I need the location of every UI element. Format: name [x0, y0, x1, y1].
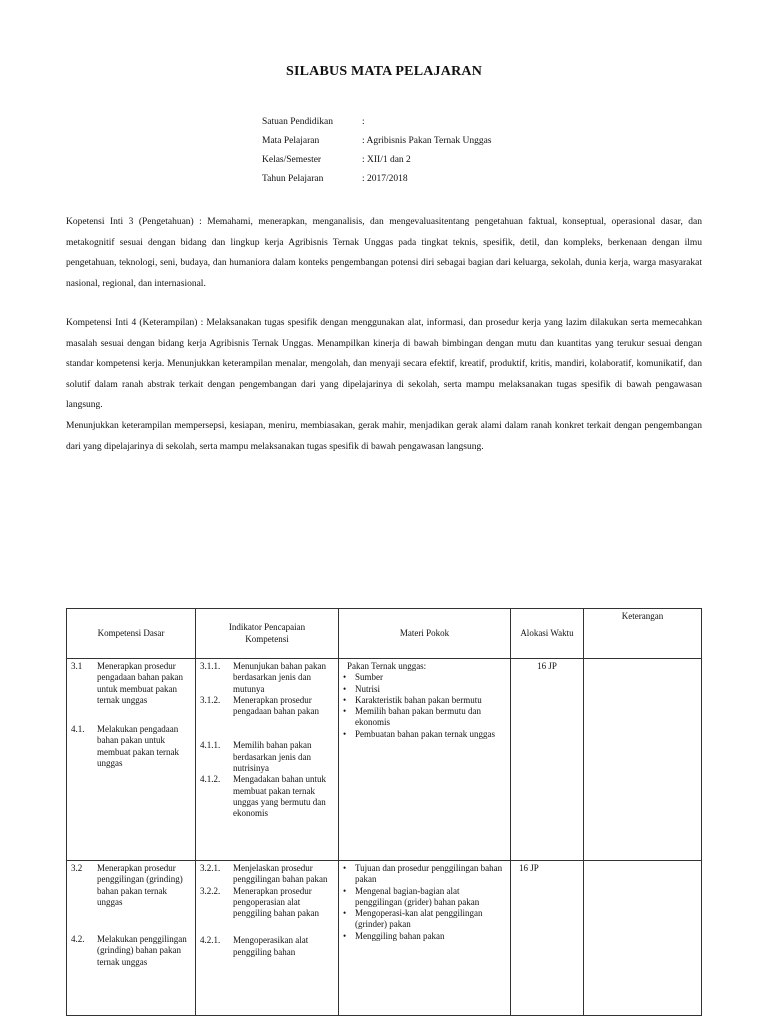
list-item: • Tujuan dan prosedur penggilingan bahan pakan — [343, 863, 503, 885]
materi-cell — [339, 659, 511, 861]
ki4-paragraph — [66, 313, 702, 457]
list-item: • Sumber — [343, 672, 383, 683]
table-row — [67, 861, 702, 1016]
indikator-item — [200, 863, 334, 886]
header-alokasi-waktu: Alokasi Waktu — [511, 609, 584, 659]
kd-number: 4.1. — [71, 724, 85, 735]
indikator-number: 3.1.2. — [200, 694, 221, 705]
indikator-number: 4.1.1. — [200, 740, 221, 751]
indikator-number: 3.2.2. — [200, 885, 221, 896]
kd-item — [71, 724, 191, 769]
alokasi-value: 16 JP — [537, 661, 557, 671]
keterangan-value — [584, 659, 701, 663]
meta-row-mapel — [262, 136, 492, 155]
kd-cell — [67, 659, 196, 861]
meta-row-satuan — [262, 117, 492, 136]
meta-row-tahun — [262, 174, 492, 193]
header-indikator-line1: Indikator Pencapaian — [228, 622, 306, 633]
indikator-text: Mengoperasikan alat penggiling bahan — [233, 935, 309, 957]
indikator-number: 4.1.2. — [200, 774, 221, 785]
indikator-item — [200, 661, 334, 695]
meta-label: Tahun Pelajaran — [262, 174, 324, 184]
keterangan-value — [584, 861, 701, 865]
indikator-item — [200, 695, 334, 718]
indikator-item — [200, 774, 334, 819]
meta-block — [262, 117, 492, 193]
indikator-text: Menerapkan prosedur pengoperasian alat penggiling bahan pakan — [233, 885, 319, 919]
document-title: SILABUS MATA PELAJARAN — [285, 64, 483, 79]
meta-value: : Agribisnis Pakan Ternak Unggas — [362, 136, 492, 146]
meta-label: Mata Pelajaran — [262, 136, 320, 146]
meta-value: : XII/1 dan 2 — [362, 155, 411, 165]
header-indikator-line2: Kompetensi — [245, 633, 289, 644]
meta-value: : 2017/2018 — [362, 174, 408, 184]
list-item: • Nutrisi — [343, 683, 381, 694]
materi-list — [343, 863, 506, 942]
kd-item — [71, 863, 191, 908]
table-row — [67, 659, 702, 861]
indikator-cell — [196, 861, 339, 1016]
indikator-item — [200, 740, 334, 774]
indikator-cell — [196, 659, 339, 861]
list-item: • Memilih bahan pakan bermutu dan ekonomis — [343, 706, 481, 728]
header-materi-pokok: Materi Pokok — [339, 609, 511, 659]
materi-cell — [339, 861, 511, 1016]
kd-text: Menerapkan prosedur pengadaan bahan pakan untuk membuat pakan ternak unggas — [97, 661, 183, 705]
keterangan-cell — [584, 861, 702, 1016]
kd-text: Melakukan pengadaan bahan pakan untuk membuat pakan ternak unggas — [97, 724, 179, 769]
indikator-text: Menerapkan prosedur pengadaan bahan pakan — [233, 694, 319, 717]
meta-value: : — [362, 117, 365, 127]
indikator-item — [200, 886, 334, 920]
kd-cell — [67, 861, 196, 1016]
list-item: • Mengoperasi-kan alat penggilingan (grinder) pakan — [343, 908, 483, 930]
ki4-text-extra: Menunjukkan keterampilan mempersepsi, kesiapan, meniru, membiasakan, gerak mahir, menjadikan gerak alami dalam ranah konkret terkait dengan pengembangan dari yang dipelajarinya di sekolah, serta mampu melaksanakan tugas spesifik di bawah pengawasan langsung. — [66, 420, 702, 452]
ki3-paragraph — [66, 212, 702, 294]
alokasi-cell — [511, 861, 584, 1016]
kd-item — [71, 661, 191, 706]
indikator-text: Memilih bahan pakan berdasarkan jenis dan nutrisinya — [233, 740, 312, 774]
indikator-number: 4.2.1. — [200, 935, 221, 946]
list-item: • Karakteristik bahan pakan bermutu — [343, 694, 482, 705]
list-item: • Mengenal bagian-bagian alat penggilingan (grider) bahan pakan — [343, 885, 480, 907]
alokasi-value: 16 JP — [519, 863, 539, 873]
syllabus-table — [66, 608, 702, 1016]
table-header-row — [67, 609, 702, 659]
kd-number: 4.2. — [71, 934, 85, 945]
indikator-text: Menjelaskan prosedur penggilingan bahan pakan — [233, 863, 328, 885]
kd-text: Menerapkan prosedur penggilingan (grinding) bahan pakan ternak unggas — [97, 863, 183, 907]
ki3-text: Kopetensi Inti 3 (Pengetahuan) : Memahami, menerapkan, menganalisis, dan mengevaluasitentang pengetahuan faktual, konseptual, operasional dasar, dan metakognitif sesuai dengan bidang dan lingkup kerja Agribisnis Ternak Unggas pada tingkat teknis, spesifik, detil, dan kompleks, berkenaan dengan ilmu pengetahuan, teknologi, seni, budaya, dan humaniora dalam konteks pengembangan potensi diri sebagai bagian dari keluarga, sekolah, dunia kerja, warga masyarakat nasional, regional, dan internasional. — [66, 217, 702, 289]
keterangan-cell — [584, 659, 702, 861]
meta-label: Satuan Pendidikan — [262, 117, 333, 127]
ki4-text: Kompetensi Inti 4 (Keterampilan) : Melaksanakan tugas spesifik dengan menggunakan alat, informasi, dan prosedur kerja yang lazim dilakukan serta memecahkan masalah sesuai dengan bidang kerja Agribisnis Ternak Unggas. Menampilkan kinerja di bawah bimbingan dengan mutu dan kuantitas yang terukur sesuai dengan standar kompetensi kerja. Menunjukkan keterampilan menalar, mengolah, dan menyaji secara efektif, kreatif, produktif, kritis, mandiri, kolaboratif, komunikatif, dan solutif dalam ranah abstrak terkait dengan pengembangan dari yang dipelajarinya di sekolah, serta mampu melaksanakan tugas spesifik di bawah pengawasan langsung. — [66, 318, 702, 411]
alokasi-cell — [511, 659, 584, 861]
indikator-text: Mengadakan bahan untuk membuat pakan ternak unggas yang bermutu dan ekonomis — [233, 774, 326, 819]
kd-item — [71, 934, 191, 968]
kd-number: 3.1 — [71, 661, 83, 671]
materi-title: Pakan Ternak unggas: — [347, 661, 427, 671]
indikator-item — [200, 935, 334, 958]
materi-list — [343, 672, 506, 740]
indikator-number: 3.2.1. — [200, 863, 221, 873]
header-keterangan: Keterangan — [584, 609, 702, 659]
header-kompetensi-dasar: Kompetensi Dasar — [67, 609, 196, 659]
kd-text: Melakukan penggilingan (grinding) bahan pakan ternak unggas — [97, 934, 187, 967]
header-indikator — [196, 609, 339, 659]
meta-row-kelas — [262, 155, 492, 174]
meta-label: Kelas/Semester — [262, 155, 322, 165]
indikator-text: Menunjukan bahan pakan berdasarkan jenis dan mutunya — [233, 661, 326, 694]
list-item: • Menggiling bahan pakan — [343, 930, 445, 941]
kd-number: 3.2 — [71, 863, 83, 873]
indikator-number: 3.1.1. — [200, 661, 221, 671]
list-item: • Pembuatan bahan pakan ternak unggas — [343, 728, 495, 739]
